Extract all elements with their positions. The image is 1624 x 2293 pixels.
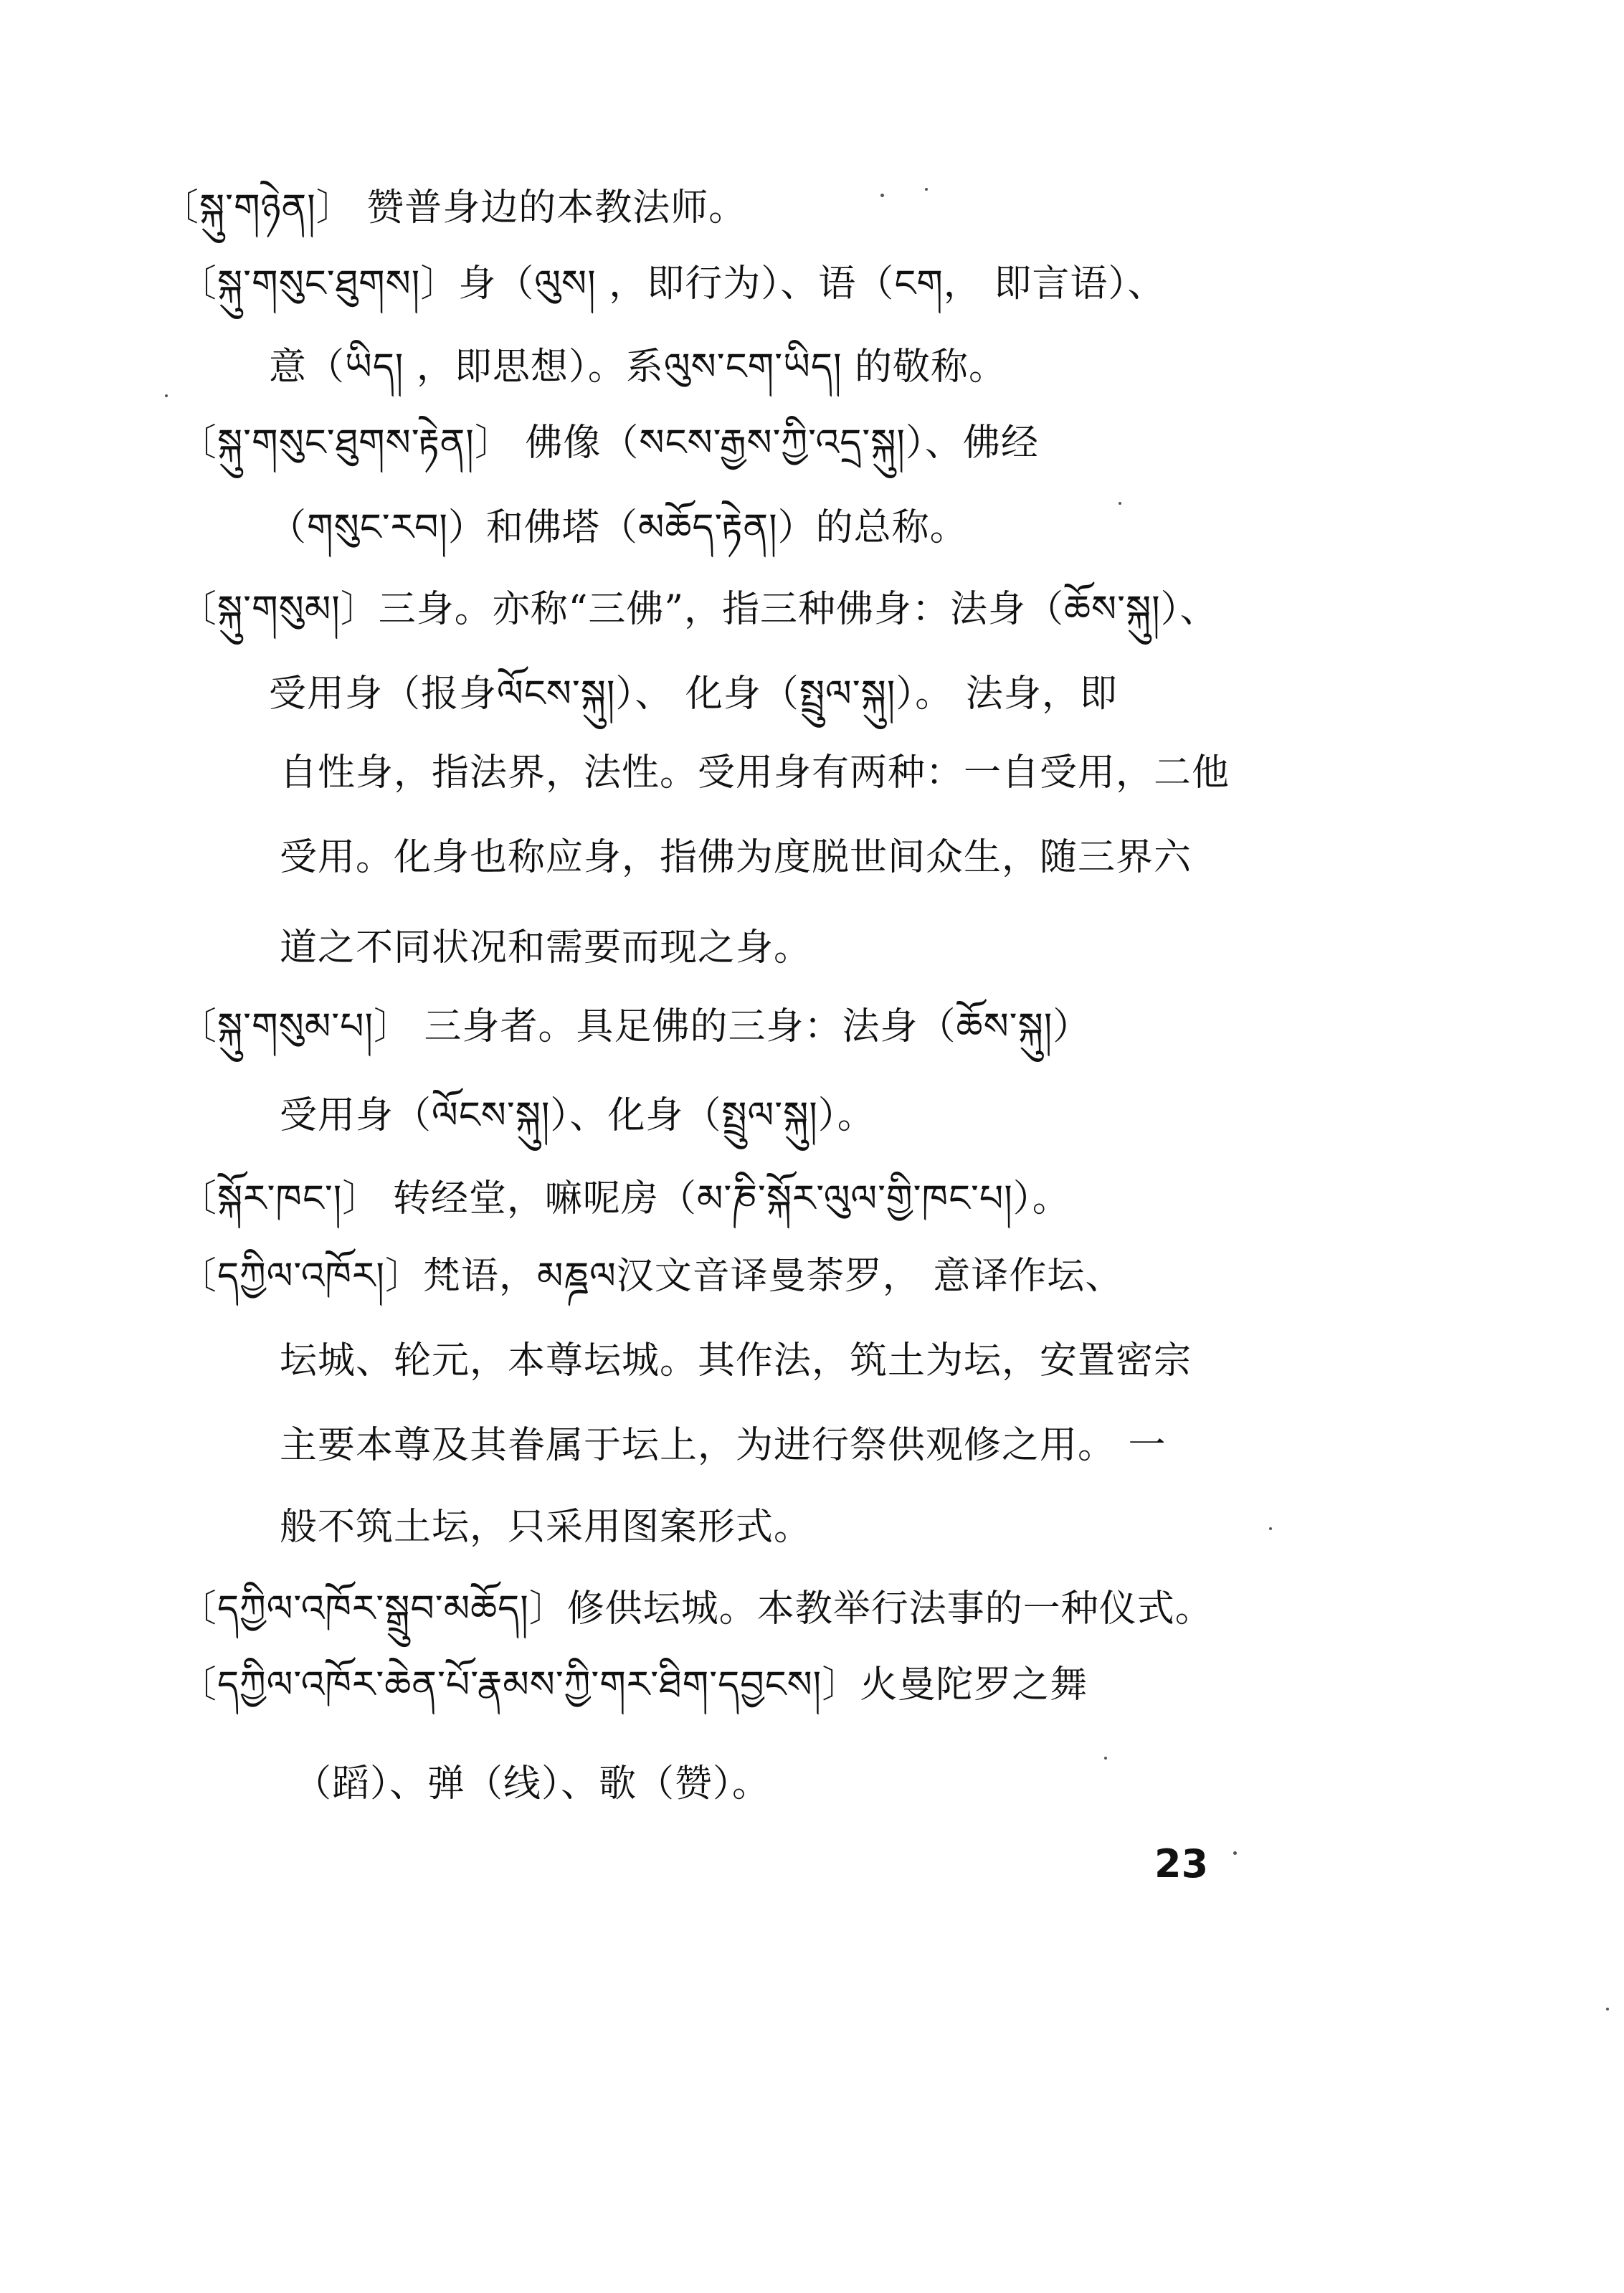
entry-kyil-khor: 〔དཀྱིལ་འཁོར།〕梵语，མཎྜལ汉文音译曼荼罗， 意译作坛、 [179,1255,1124,1298]
entry-ku-sum-cont-2: 自性身，指法界，法性。受用身有两种：一自受用，二他 [280,751,1230,794]
scan-speck [1269,1527,1272,1530]
entry-kyil-khor-cont-3: 般不筑土坛，只采用图案形式。 [280,1506,812,1549]
scan-speck [1119,502,1121,505]
entry-ku-sung-thug: 〔སྐུ་གསུང་ཐུགས།〕身（ལུས། ，即行为）、语（ངག， 即言语）、 [179,262,1166,305]
entry-ku-sung-thug-ten-cont: （གསུང་རབ།）和佛塔（མཆོད་རྟེན།）的总称。 [269,506,968,549]
entry-ku-sum-cont-3: 受用。化身也称应身，指佛为度脱世间众生，随三界六 [280,836,1192,879]
entry-ku-sung-thug-ten: 〔སྐུ་གསུང་ཐུགས་རྟེན།〕 佛像（སངས་རྒྱས་ཀྱི་འདྲ་སྐུ།）、佛经 [179,422,1039,465]
entry-ku-sum-pa-cont: 受用身（ལོངས་སྐུ།）、化身（སྤྲུལ་སྐུ།）。 [280,1094,875,1137]
scan-speck [925,188,928,191]
entry-ku-sum: 〔སྐུ་གསུམ།〕三身。亦称“三佛”，指三种佛身：法身（ཆོས་སྐུ།）、 [179,588,1218,631]
entry-ku-sum-pa: 〔སྐུ་གསུམ་པ།〕 三身者。具足佛的三身：法身（ཆོས་སྐུ།） [179,1005,1091,1048]
entry-ku-sum-cont-4: 道之不同状况和需要而现之身。 [280,926,812,969]
scan-speck [880,194,884,197]
entry-kyil-khor-drub-chod: 〔དཀྱིལ་འཁོར་སྒྲུབ་མཆོད།〕修供坛城。本教举行法事的一种仪式。 [179,1587,1213,1630]
entry-ku-sung-thug-cont: 意（ཡིད། ，即思想）。系ལུས་ངག་ཡིད། 的敬称。 [269,346,1007,389]
scan-speck [1233,1851,1237,1855]
entry-kyil-khor-chenpo: 〔དཀྱིལ་འཁོར་ཆེན་པོ་རྣམས་ཀྱི་གར་ཐིག་དབྱངས།〕火曼陀罗之舞 [179,1663,1088,1706]
entry-kor-khang: 〔སྐོར་ཁང་།〕 转经堂，嘛呢房（མ་ཎི་སྐོར་ལུལ་གྱི་ཁང་པ།）。 [179,1177,1070,1220]
entry-ku-sum-cont-1: 受用身（报身ལོངས་སྐུ།）、 化身（སྤྲུལ་སྐུ།）。 法身，即 [269,673,1118,716]
scan-speck [165,394,168,397]
entry-ku-gnyen: 〔སྐུ་གཉེན།〕 赞普身边的本教法师。 [161,186,747,229]
entry-kyil-khor-cont-1: 坛城、轮元，本尊坛城。其作法，筑土为坛，安置密宗 [280,1339,1192,1382]
scan-speck [1104,1757,1107,1760]
entry-kyil-khor-cont-2: 主要本尊及其眷属于坛上，为进行祭供观修之用。 一 [280,1424,1167,1467]
page-number: 23 [1154,1841,1209,1886]
scan-speck [1606,2008,1609,2010]
entry-kyil-khor-chenpo-cont: （蹈）、弹（线）、歌（赞）。 [294,1762,771,1805]
